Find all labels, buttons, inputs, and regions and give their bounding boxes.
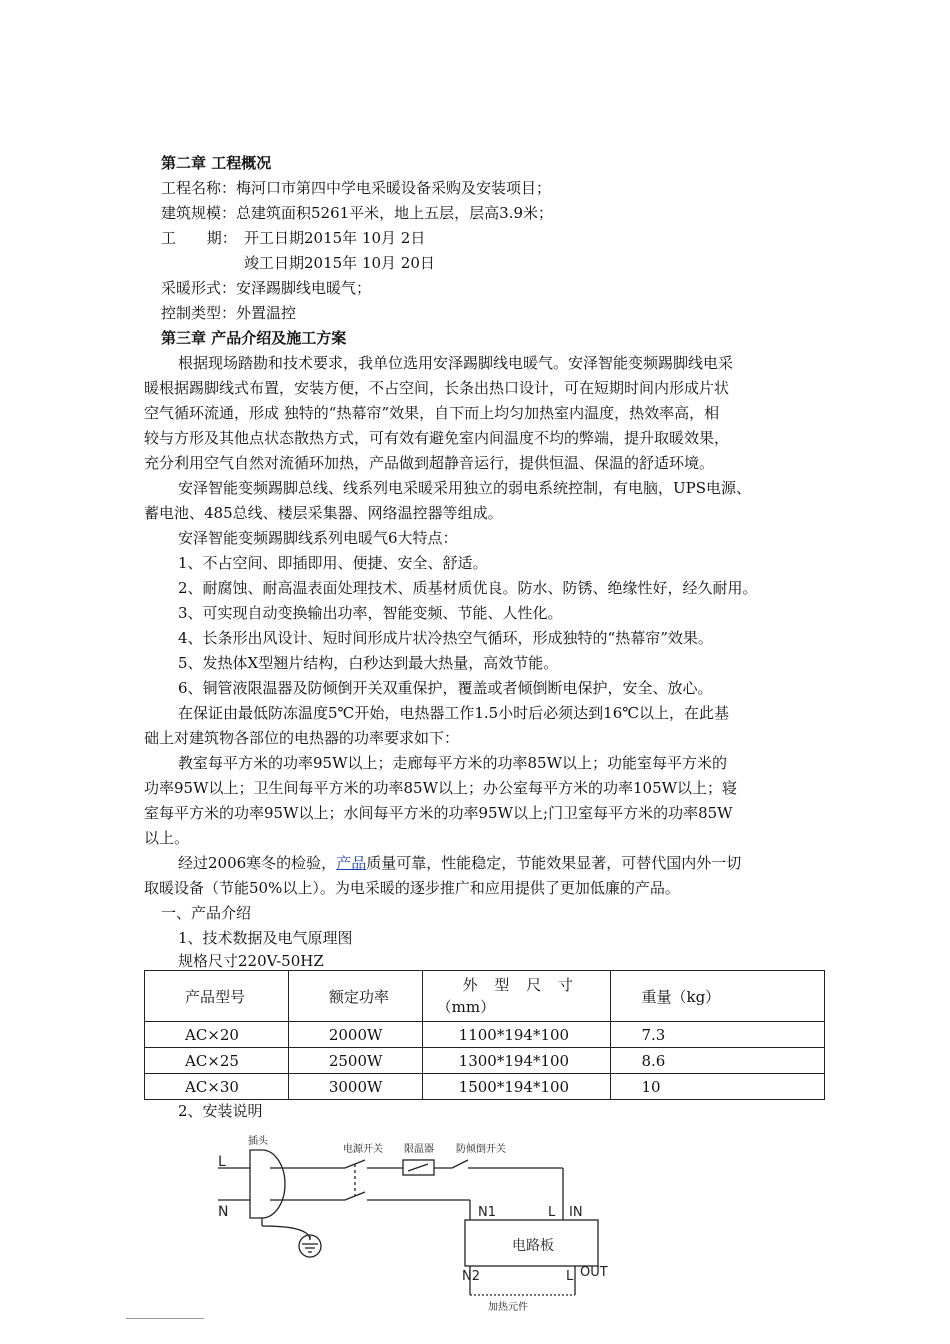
cell-model: AC×30 xyxy=(145,1074,289,1100)
product-link[interactable]: 产品 xyxy=(336,854,367,872)
cell-power: 2500W xyxy=(288,1048,422,1074)
chapter2-title: 第二章 工程概况 xyxy=(161,154,272,172)
label-board: 电路板 xyxy=(512,1238,554,1254)
feature-item: 3、可实现自动变换输出功率，智能变频、节能、人性化。 xyxy=(178,604,563,622)
start-date: 开工日期2015年 10月 2日 xyxy=(244,229,426,247)
paragraph5-line2: 取暖设备（节能50%以上）。为电采暖的逐步推广和应用提供了更加低廉的产品。 xyxy=(144,879,680,897)
label-plug: 插头 xyxy=(248,1136,268,1147)
label-l-in: L xyxy=(548,1205,556,1220)
label-thermostat: 限温器 xyxy=(404,1144,434,1155)
feature-item: 2、耐腐蚀、耐高温表面处理技术、质基材质优良。防水、防锈、绝缘性好，经久耐用。 xyxy=(178,579,758,597)
paragraph2-line: 安泽智能变频踢脚总线、线系列电采暖采用独立的弱电系统控制，有电脑，UPS电源、 xyxy=(178,479,752,497)
label-n: N xyxy=(218,1204,229,1220)
chapter3-title: 第三章 产品介绍及施工方案 xyxy=(161,329,347,347)
section1-title: 一、产品介绍 xyxy=(161,904,252,922)
label-out: OUT xyxy=(580,1265,608,1280)
paragraph1-line: 充分利用空气自然对流循环加热，产品做到超静音运行，提供恒温、保温的舒适环境。 xyxy=(144,454,715,472)
header-size-text: 外 型 尺 寸 xyxy=(462,976,573,994)
header-power: 额定功率 xyxy=(288,971,422,1022)
paragraph3-line: 础上对建筑物各部位的电热器的功率要求如下： xyxy=(144,729,460,747)
cell-power: 3000W xyxy=(288,1074,422,1100)
feature-item: 6、铜管液限温器及防倾倒开关双重保护，覆盖或者倾倒断电保护，安全、放心。 xyxy=(178,679,713,697)
paragraph1-line: 根据现场踏勘和技术要求，我单位选用安泽踢脚线电暖气。安泽智能变频踢脚线电采 xyxy=(178,354,734,372)
paragraph1-line: 暖根据踢脚线式布置，安装方便，不占空间，长条出热口设计，可在短期时间内形成片状 xyxy=(144,379,730,397)
paragraph1-line: 空气循环流通，形成 独特的“热幕帘”效果，自下而上均匀加热室内温度，热效率高，相 xyxy=(144,404,720,422)
building-scale: 建筑规模：总建筑面积5261平米，地上五层，层高3.9米； xyxy=(161,204,554,222)
header-model: 产品型号 xyxy=(145,971,289,1022)
label-power-switch: 电源开关 xyxy=(343,1144,383,1155)
period-label: 工 期： xyxy=(161,229,237,247)
label-n2: N2 xyxy=(462,1269,480,1284)
spec-label: 规格尺寸220V-50HZ xyxy=(178,952,324,970)
cell-model: AC×25 xyxy=(145,1048,289,1074)
paragraph4-line: 室每平方米的功率95W以上；水间每平方米的功率95W以上;门卫室每平方米的功率85W xyxy=(144,804,733,822)
subsection1-title: 1、技术数据及电气原理图 xyxy=(178,929,353,947)
control-type: 控制类型：外置温控 xyxy=(161,304,297,322)
project-name: 工程名称：梅河口市第四中学电采暖设备采购及安装项目； xyxy=(161,179,552,197)
feature-item: 4、长条形出风设计、短时间形成片状冷热空气循环，形成独特的“热幕帘”效果。 xyxy=(178,629,713,647)
paragraph2-line: 蓄电池、485总线、楼层采集器、网络温控器等组成。 xyxy=(144,504,503,522)
subsection2-title: 2、安装说明 xyxy=(178,1102,263,1120)
cell-weight: 8.6 xyxy=(611,1048,825,1074)
label-tilt-switch: 防倾倒开关 xyxy=(456,1144,506,1155)
paragraph5-post: 质量可靠，性能稳定，节能效果显著，可替代国内外一切 xyxy=(366,854,742,872)
paragraph5-pre: 经过2006寒冬的检验， xyxy=(178,854,337,872)
cell-model: AC×20 xyxy=(145,1022,289,1048)
label-l-out: L xyxy=(566,1269,574,1284)
tilt-switch-icon xyxy=(452,1160,468,1168)
header-size-unit: （mm） xyxy=(436,998,496,1016)
paragraph4-line: 以上。 xyxy=(144,829,190,847)
plug-icon xyxy=(250,1150,285,1218)
heating-type: 采暖形式：安泽踢脚线电暖气； xyxy=(161,279,372,297)
header-weight: 重量（kg） xyxy=(611,971,825,1022)
paragraph3-line: 在保证由最低防冻温度5℃开始，电热器工作1.5小时后必须达到16℃以上，在此基 xyxy=(178,704,730,722)
cell-size: 1300*194*100 xyxy=(422,1048,611,1074)
paragraph4-line: 教室每平方米的功率95W以上；走廊每平方米的功率85W以上；功能室每平方米的 xyxy=(178,754,728,772)
cell-power: 2000W xyxy=(288,1022,422,1048)
label-l: L xyxy=(218,1154,226,1170)
label-n1: N1 xyxy=(478,1205,496,1220)
features-intro: 安泽智能变频踢脚线系列电暖气6大特点： xyxy=(178,529,458,547)
label-in: IN xyxy=(569,1205,583,1220)
cell-weight: 7.3 xyxy=(611,1022,825,1048)
cell-size: 1100*194*100 xyxy=(422,1022,611,1048)
end-date: 竣工日期2015年 10月 20日 xyxy=(244,254,435,272)
paragraph1-line: 较与方形及其他点状态散热方式，可有效有避免室内间温度不均的弊端，提升取暖效果， xyxy=(144,429,730,447)
paragraph4-line: 功率95W以上；卫生间每平方米的功率85W以上；办公室每平方米的功率105W以上；寝 xyxy=(144,779,738,797)
feature-item: 5、发热体X型翘片结构，白秒达到最大热量，高效节能。 xyxy=(178,654,559,672)
cell-size: 1500*194*100 xyxy=(422,1074,611,1100)
feature-item: 1、不占空间、即插即用、便捷、安全、舒适。 xyxy=(178,554,488,572)
label-heater: 加热元件 xyxy=(488,1302,528,1313)
cell-weight: 10 xyxy=(611,1074,825,1100)
footnote-rule xyxy=(126,1318,204,1319)
